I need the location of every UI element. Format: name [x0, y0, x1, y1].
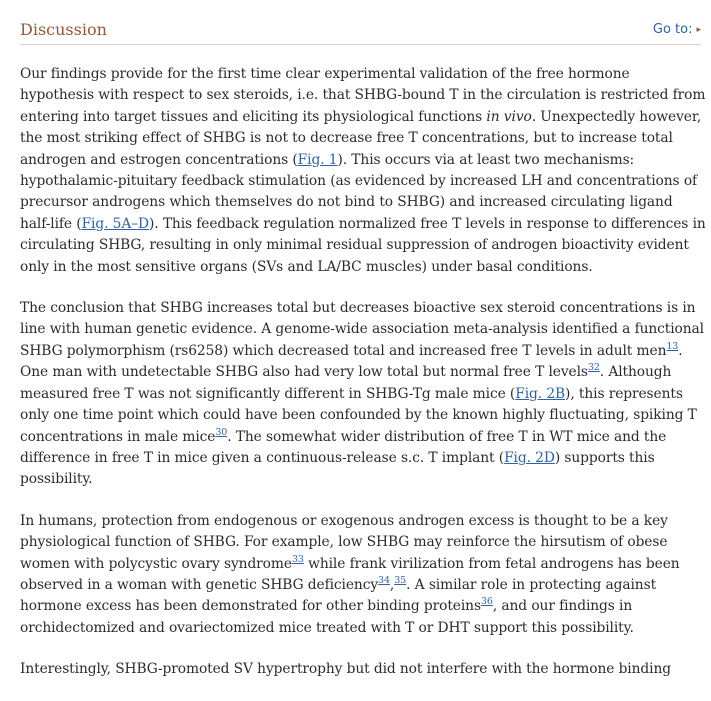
citation-ref[interactable]: [215, 424, 227, 438]
text-run: . The somewhat wider distribution of free T in WT mice and the difference in free T in mice given a continuous-release s.c. T implant (: [20, 428, 667, 466]
text-run: Interestingly, SHBG-promoted SV hypertrophy but did not interfere with the hormone binding: [20, 661, 671, 678]
italic-text: in vivo: [486, 108, 532, 125]
triangle-right-icon: ▸: [696, 25, 701, 35]
article-body: [20, 64, 706, 701]
citation-link[interactable]: 32: [587, 362, 600, 374]
text-run: . Unexpectedly however, the most striking effect of SHBG is not to decrease free T concentrations, but to increase total androgen and estrogen concentrations (: [20, 108, 702, 168]
figure-link[interactable]: Fig. 2D: [504, 449, 555, 466]
section-header: [20, 14, 701, 45]
text-run: . Although measured free T was not significantly different in SHBG-Tg male mice (: [20, 364, 672, 402]
text-run: , and our findings in orchidectomized and ovariectomized mice treated with T or DHT support this possibility.: [20, 598, 634, 636]
section-title: Discussion: [20, 20, 107, 39]
text-run: ). This feedback regulation normalized free T levels in response to differences in circulating SHBG, resulting in only minimal residual suppression of androgen bioactivity evident only in the most sensitive organs (SVs and LA/BC muscles) under basal conditions.: [20, 215, 706, 275]
text-run: . A similar role in protecting against hormone excess has been demonstrated for other binding proteins: [20, 576, 657, 615]
text-run: ), this represents only one time point which could have been confounded by the known highly fluctuating, spiking T concentrations in male mice: [20, 385, 697, 445]
citation-link[interactable]: 34: [378, 574, 390, 586]
goto-label: Go to:: [652, 22, 693, 37]
citation-ref[interactable]: [481, 593, 493, 607]
citation-link[interactable]: 13: [666, 340, 679, 352]
text-run: The conclusion that SHBG increases total but decreases bioactive sex steroid concentrations is in line with human genetic evidence. A genome-wide association meta-analysis identified a functional SHBG polymorphism (rs6258) which decreased total and increased free T levels in adult men: [20, 300, 704, 359]
text-run: ,: [389, 576, 395, 593]
text-run: while frank virilization from fetal androgens has been observed in a woman with genetic SHBG deficiency: [20, 555, 680, 593]
figure-link[interactable]: Fig. 2B: [515, 385, 566, 402]
paragraph: [20, 298, 706, 491]
text-run: Our findings provide for the first time clear experimental validation of the free hormone hypothesis with respect to sex steroids, i.e. that SHBG-bound T in the circulation is restricted from entering into target tissues and eliciting its physiological functions: [20, 66, 706, 125]
citation-ref[interactable]: [394, 572, 406, 586]
goto-menu[interactable]: [653, 22, 701, 37]
paragraph: [20, 659, 706, 680]
paragraph: [20, 511, 706, 639]
text-run: In humans, protection from endogenous or exogenous androgen excess is thought to be a key physiological function of SHBG. For example, low SHBG may reinforce the hirsutism of obese women with polycystic ovary syndrome: [20, 512, 668, 572]
citation-ref[interactable]: [378, 572, 390, 586]
citation-link[interactable]: 35: [394, 574, 407, 586]
figure-link[interactable]: Fig. 1: [297, 151, 338, 168]
paragraph: [20, 64, 706, 278]
citation-ref[interactable]: [588, 359, 600, 373]
text-run: ) supports this possibility.: [20, 449, 655, 488]
citation-link[interactable]: 36: [480, 596, 493, 608]
citation-ref[interactable]: [666, 338, 678, 352]
text-run: . One man with undetectable SHBG also had very low total but normal free T levels: [20, 342, 683, 381]
text-run: ). This occurs via at least two mechanisms: hypothalamic-pituitary feedback stimulation (as evidenced by increased LH and concentrations of precursor androgens which themselves do not bind to SHBG) and increased circulating ligand half-life (: [20, 151, 698, 232]
figure-link[interactable]: Fig. 5A–D: [81, 215, 149, 232]
citation-ref[interactable]: [292, 551, 304, 565]
citation-link[interactable]: 30: [215, 426, 228, 438]
citation-link[interactable]: 33: [291, 553, 304, 565]
